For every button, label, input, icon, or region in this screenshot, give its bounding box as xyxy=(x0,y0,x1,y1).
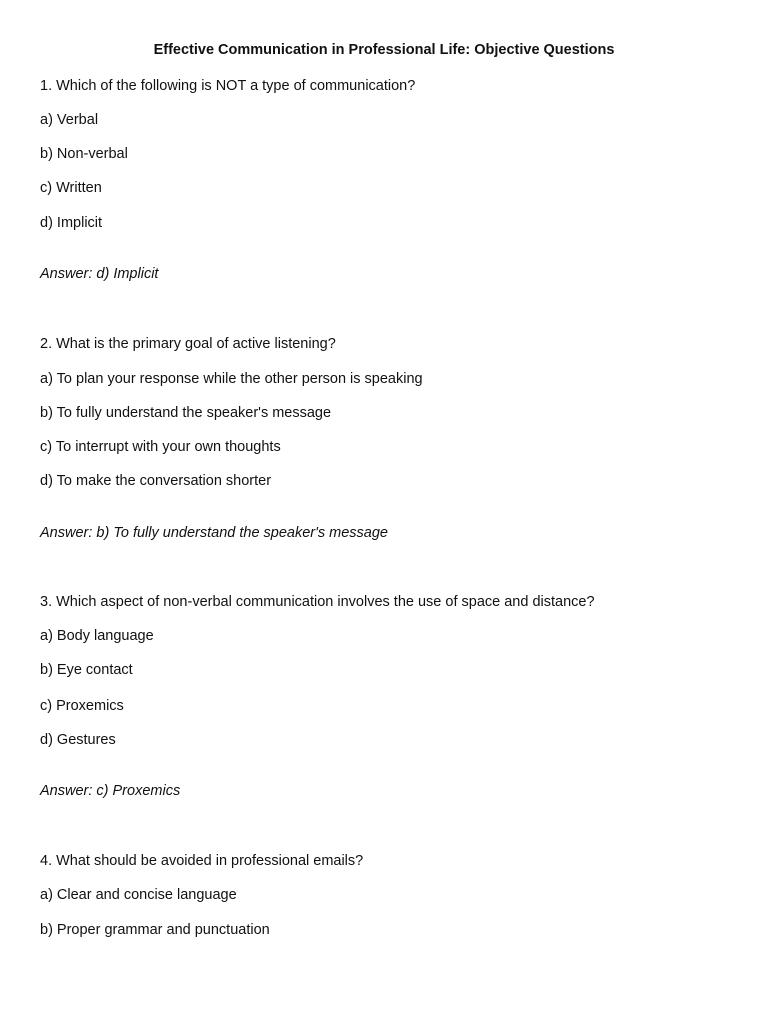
question-4-text: 4. What should be avoided in professional emails? xyxy=(40,853,364,869)
question-2-option-d: d) To make the conversation shorter xyxy=(40,473,272,489)
question-2-text: 2. What is the primary goal of active listening? xyxy=(40,336,336,352)
question-2-option-b: b) To fully understand the speaker's message xyxy=(40,405,332,421)
question-1-text: 1. Which of the following is NOT a type of communication? xyxy=(40,78,416,94)
question-1-option-d: d) Implicit xyxy=(40,215,103,231)
question-3-text: 3. Which aspect of non-verbal communication involves the use of space and distance? xyxy=(40,594,595,610)
question-3-answer: Answer: c) Proxemics xyxy=(40,783,181,799)
question-2-option-c: c) To interrupt with your own thoughts xyxy=(40,439,281,455)
question-1-option-c: c) Written xyxy=(40,180,102,196)
question-3-option-c: c) Proxemics xyxy=(40,698,124,714)
question-1-answer: Answer: d) Implicit xyxy=(40,266,159,282)
question-3-option-b: b) Eye contact xyxy=(40,662,133,678)
question-3-option-d: d) Gestures xyxy=(40,732,116,748)
question-3-option-a: a) Body language xyxy=(40,628,154,644)
question-1-option-a: a) Verbal xyxy=(40,112,99,128)
question-1-option-b: b) Non-verbal xyxy=(40,146,128,162)
question-2-option-a: a) To plan your response while the other person is speaking xyxy=(40,371,423,387)
document-title: Effective Communication in Professional Life: Objective Questions xyxy=(153,42,615,58)
question-2-answer: Answer: b) To fully understand the speaker's message xyxy=(40,525,388,541)
question-4-option-b: b) Proper grammar and punctuation xyxy=(40,922,270,938)
question-4-option-a: a) Clear and concise language xyxy=(40,887,237,903)
